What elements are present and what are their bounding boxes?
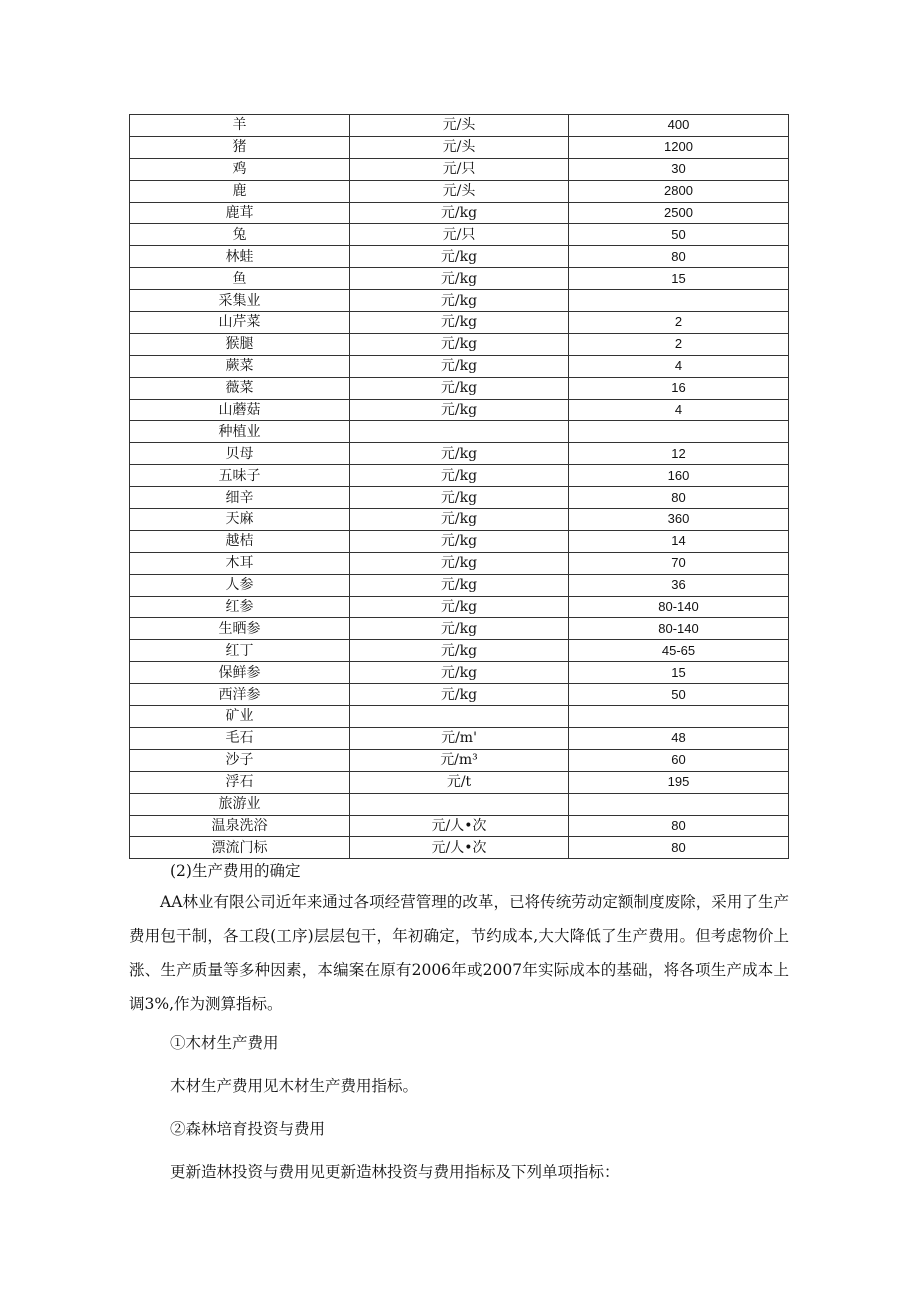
price-cell: 70 — [569, 552, 789, 574]
table-row — [130, 574, 789, 596]
unit-cell: 元/头 — [350, 180, 569, 202]
unit-cell — [350, 793, 569, 815]
item1-text: 木材生产费用见木材生产费用指标。 — [170, 1077, 419, 1095]
price-cell: 12 — [569, 443, 789, 465]
table-row — [130, 246, 789, 268]
item-cell: 贝母 — [130, 443, 350, 465]
item-cell: 西洋参 — [130, 684, 350, 706]
unit-cell: 元/kg — [350, 312, 569, 334]
table-row — [130, 136, 789, 158]
price-cell: 80 — [569, 815, 789, 837]
item-cell: 山芹菜 — [130, 312, 350, 334]
item-cell: 兔 — [130, 224, 350, 246]
table-row — [130, 115, 789, 137]
price-cell — [569, 421, 789, 443]
item-cell: 山蘑菇 — [130, 399, 350, 421]
unit-cell: 元/kg — [350, 662, 569, 684]
price-cell: 4 — [569, 399, 789, 421]
item-cell: 羊 — [130, 115, 350, 137]
table-row — [130, 552, 789, 574]
table-row — [130, 749, 789, 771]
main-paragraph: AA林业有限公司近年来通过各项经营管理的改革，已将传统劳动定额制度废除，采用了生产费用包干制，各工段(工序)层层包干，年初确定，节约成本,大大降低了生产费用。但考虑物价上涨、生产质量等多种因素，本编案在原有2006年或2007年实际成本的基础，将各项生产成本上调3%,作为测算指标。 — [129, 893, 789, 1013]
price-cell: 2 — [569, 333, 789, 355]
table-row — [130, 268, 789, 290]
table-row — [130, 530, 789, 552]
item-cell: 浮石 — [130, 771, 350, 793]
price-cell: 36 — [569, 574, 789, 596]
item-cell: 种植业 — [130, 421, 350, 443]
table-row — [130, 465, 789, 487]
table-row — [130, 596, 789, 618]
price-cell: 15 — [569, 662, 789, 684]
item-cell: 细辛 — [130, 487, 350, 509]
unit-cell: 元/kg — [350, 487, 569, 509]
unit-cell: 元/kg — [350, 268, 569, 290]
item-cell: 鹿 — [130, 180, 350, 202]
table-row — [130, 290, 789, 312]
unit-cell: 元/kg — [350, 377, 569, 399]
unit-cell: 元/kg — [350, 246, 569, 268]
unit-cell: 元/kg — [350, 202, 569, 224]
table-row — [130, 312, 789, 334]
unit-cell: 元/kg — [350, 399, 569, 421]
item-cell: 鱼 — [130, 268, 350, 290]
table-row — [130, 421, 789, 443]
item-cell: 沙子 — [130, 749, 350, 771]
unit-cell — [350, 421, 569, 443]
unit-cell: 元/kg — [350, 596, 569, 618]
price-cell: 15 — [569, 268, 789, 290]
price-cell: 2800 — [569, 180, 789, 202]
item-cell: 采集业 — [130, 290, 350, 312]
table-row — [130, 837, 789, 859]
unit-cell: 元/kg — [350, 640, 569, 662]
item-cell: 毛石 — [130, 727, 350, 749]
price-cell: 80 — [569, 837, 789, 859]
unit-cell: 元/t — [350, 771, 569, 793]
table-row — [130, 333, 789, 355]
price-cell: 16 — [569, 377, 789, 399]
item2-text: 更新造林投资与费用见更新造林投资与费用指标及下列单项指标： — [170, 1163, 620, 1181]
item2-heading: ②森林培育投资与费用 — [170, 1120, 326, 1138]
table-row — [130, 793, 789, 815]
unit-cell: 元/m³ — [350, 749, 569, 771]
unit-cell: 元/只 — [350, 158, 569, 180]
section-heading: (2)生产费用的确定 — [170, 862, 301, 880]
unit-cell: 元/只 — [350, 224, 569, 246]
price-cell: 4 — [569, 355, 789, 377]
table-row — [130, 180, 789, 202]
price-cell: 400 — [569, 115, 789, 137]
price-cell: 195 — [569, 771, 789, 793]
item1-heading: ①木材生产费用 — [170, 1034, 279, 1052]
price-cell — [569, 793, 789, 815]
price-cell — [569, 706, 789, 728]
table-row — [130, 158, 789, 180]
table-row — [130, 727, 789, 749]
unit-cell — [350, 706, 569, 728]
table-row — [130, 355, 789, 377]
unit-cell: 元/人•次 — [350, 815, 569, 837]
table-row — [130, 377, 789, 399]
item-cell: 红丁 — [130, 640, 350, 662]
price-cell — [569, 290, 789, 312]
unit-cell: 元/kg — [350, 618, 569, 640]
table-row — [130, 771, 789, 793]
price-cell: 80 — [569, 246, 789, 268]
price-cell: 1200 — [569, 136, 789, 158]
unit-cell: 元/人•次 — [350, 837, 569, 859]
item-cell: 林蛙 — [130, 246, 350, 268]
item-cell: 保鲜参 — [130, 662, 350, 684]
unit-cell: 元/kg — [350, 290, 569, 312]
item-cell: 薇菜 — [130, 377, 350, 399]
unit-cell: 元/头 — [350, 115, 569, 137]
table-row — [130, 487, 789, 509]
unit-cell: 元/m' — [350, 727, 569, 749]
price-table — [129, 114, 789, 859]
price-cell: 2 — [569, 312, 789, 334]
item-cell: 人参 — [130, 574, 350, 596]
item-cell: 蕨菜 — [130, 355, 350, 377]
item-cell: 旅游业 — [130, 793, 350, 815]
price-cell: 50 — [569, 224, 789, 246]
price-cell: 50 — [569, 684, 789, 706]
unit-cell: 元/kg — [350, 552, 569, 574]
table-row — [130, 706, 789, 728]
price-cell: 14 — [569, 530, 789, 552]
item-cell: 红参 — [130, 596, 350, 618]
item-cell: 越桔 — [130, 530, 350, 552]
table-row — [130, 662, 789, 684]
price-cell: 45-65 — [569, 640, 789, 662]
unit-cell: 元/kg — [350, 530, 569, 552]
table-row — [130, 815, 789, 837]
unit-cell: 元/kg — [350, 684, 569, 706]
table-row — [130, 684, 789, 706]
price-cell: 360 — [569, 509, 789, 531]
unit-cell: 元/kg — [350, 465, 569, 487]
item-cell: 木耳 — [130, 552, 350, 574]
table-row — [130, 224, 789, 246]
table-row — [130, 202, 789, 224]
unit-cell: 元/头 — [350, 136, 569, 158]
item-cell: 生晒参 — [130, 618, 350, 640]
table-row — [130, 399, 789, 421]
item-cell: 猴腿 — [130, 333, 350, 355]
price-cell: 80-140 — [569, 618, 789, 640]
price-cell: 80 — [569, 487, 789, 509]
item-cell: 鹿茸 — [130, 202, 350, 224]
price-cell: 2500 — [569, 202, 789, 224]
unit-cell: 元/kg — [350, 443, 569, 465]
price-cell: 80-140 — [569, 596, 789, 618]
item-cell: 矿业 — [130, 706, 350, 728]
unit-cell: 元/kg — [350, 355, 569, 377]
item-cell: 漂流门标 — [130, 837, 350, 859]
item-cell: 温泉洗浴 — [130, 815, 350, 837]
item-cell: 五味子 — [130, 465, 350, 487]
price-cell: 160 — [569, 465, 789, 487]
price-cell: 48 — [569, 727, 789, 749]
price-table-body — [130, 115, 789, 859]
table-row — [130, 618, 789, 640]
price-cell: 60 — [569, 749, 789, 771]
unit-cell: 元/kg — [350, 509, 569, 531]
unit-cell: 元/kg — [350, 574, 569, 596]
table-row — [130, 509, 789, 531]
price-cell: 30 — [569, 158, 789, 180]
item-cell: 鸡 — [130, 158, 350, 180]
item-cell: 天麻 — [130, 509, 350, 531]
unit-cell: 元/kg — [350, 333, 569, 355]
table-row — [130, 443, 789, 465]
table-row — [130, 640, 789, 662]
item-cell: 猪 — [130, 136, 350, 158]
